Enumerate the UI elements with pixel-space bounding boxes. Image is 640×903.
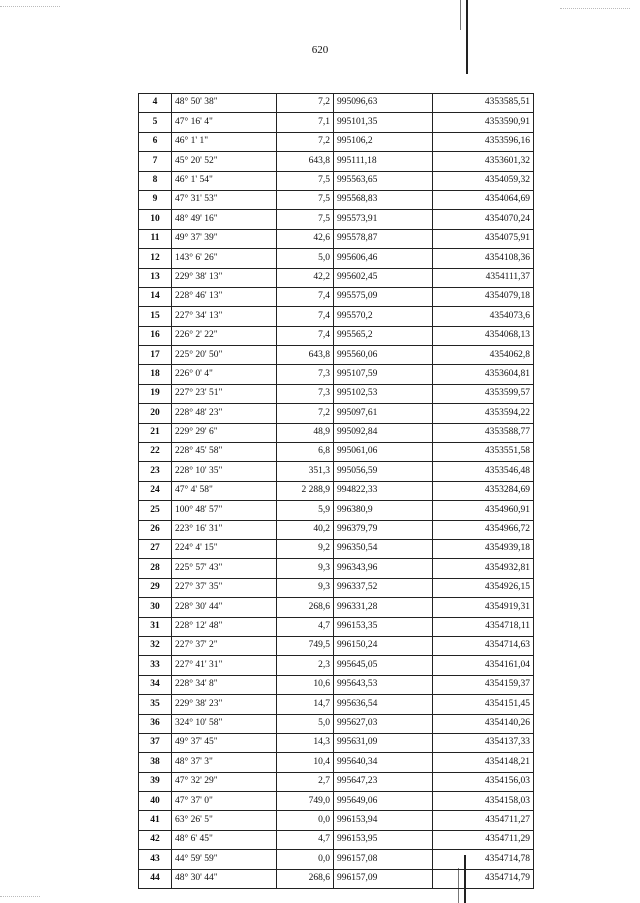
table-row (139, 132, 534, 151)
x-coordinate-cell: 995568,83 (334, 190, 433, 209)
length-cell: 5,0 (277, 714, 334, 733)
y-coordinate-cell: 4354161,04 (433, 656, 534, 675)
y-coordinate-cell: 4354108,36 (433, 249, 534, 268)
length-cell: 7,2 (277, 94, 334, 113)
table-row (139, 113, 534, 132)
y-coordinate-cell: 4354714,78 (433, 850, 534, 869)
length-cell: 749,0 (277, 792, 334, 811)
x-coordinate-cell: 995565,2 (334, 326, 433, 345)
length-cell: 268,6 (277, 869, 334, 888)
point-number-cell: 37 (139, 733, 172, 752)
x-coordinate-cell: 994822,33 (334, 481, 433, 500)
point-number-cell: 21 (139, 423, 172, 442)
length-cell: 10,6 (277, 675, 334, 694)
point-number-cell: 30 (139, 598, 172, 617)
point-number-cell: 18 (139, 365, 172, 384)
x-coordinate-cell: 996331,28 (334, 598, 433, 617)
table-row (139, 404, 534, 423)
y-coordinate-cell: 4354068,13 (433, 326, 534, 345)
length-cell: 7,4 (277, 326, 334, 345)
angle-cell: 47° 16' 4" (172, 113, 277, 132)
angle-cell: 226° 0' 4" (172, 365, 277, 384)
length-cell: 0,0 (277, 850, 334, 869)
x-coordinate-cell: 995107,59 (334, 365, 433, 384)
x-coordinate-cell: 995102,53 (334, 384, 433, 403)
y-coordinate-cell: 4353601,32 (433, 152, 534, 171)
length-cell: 42,6 (277, 229, 334, 248)
length-cell: 48,9 (277, 423, 334, 442)
x-coordinate-cell: 995640,34 (334, 753, 433, 772)
y-coordinate-cell: 4354151,45 (433, 695, 534, 714)
length-cell: 643,8 (277, 346, 334, 365)
page-number: 620 (311, 44, 329, 56)
x-coordinate-cell: 995602,45 (334, 268, 433, 287)
x-coordinate-cell: 995649,06 (334, 792, 433, 811)
length-cell: 749,5 (277, 636, 334, 655)
x-coordinate-cell: 995111,18 (334, 152, 433, 171)
table-row (139, 578, 534, 597)
point-number-cell: 28 (139, 559, 172, 578)
table-row (139, 772, 534, 791)
point-number-cell: 19 (139, 384, 172, 403)
y-coordinate-cell: 4354966,72 (433, 520, 534, 539)
x-coordinate-cell: 996153,94 (334, 811, 433, 830)
y-coordinate-cell: 4353604,81 (433, 365, 534, 384)
scan-dots-bottom-left (0, 896, 40, 897)
length-cell: 7,5 (277, 210, 334, 229)
angle-cell: 229° 29' 6" (172, 423, 277, 442)
length-cell: 40,2 (277, 520, 334, 539)
angle-cell: 225° 20' 50" (172, 346, 277, 365)
length-cell: 0,0 (277, 811, 334, 830)
point-number-cell: 8 (139, 171, 172, 190)
angle-cell: 324° 10' 58" (172, 714, 277, 733)
point-number-cell: 25 (139, 501, 172, 520)
angle-cell: 224° 4' 15" (172, 539, 277, 558)
angle-cell: 227° 37' 2" (172, 636, 277, 655)
angle-cell: 228° 45' 58" (172, 443, 277, 462)
point-number-cell: 10 (139, 210, 172, 229)
y-coordinate-cell: 4354711,27 (433, 811, 534, 830)
x-coordinate-cell: 995578,87 (334, 229, 433, 248)
angle-cell: 49° 37' 39" (172, 229, 277, 248)
x-coordinate-cell: 996380,9 (334, 501, 433, 520)
point-number-cell: 23 (139, 462, 172, 481)
x-coordinate-cell: 995645,05 (334, 656, 433, 675)
point-number-cell: 7 (139, 152, 172, 171)
table-row (139, 307, 534, 326)
length-cell: 2,7 (277, 772, 334, 791)
y-coordinate-cell: 4353585,51 (433, 94, 534, 113)
y-coordinate-cell: 4353596,16 (433, 132, 534, 151)
angle-cell: 100° 48' 57" (172, 501, 277, 520)
table-row (139, 539, 534, 558)
coordinates-table-body (139, 94, 534, 889)
table-row (139, 268, 534, 287)
table-row (139, 598, 534, 617)
point-number-cell: 40 (139, 792, 172, 811)
x-coordinate-cell: 996379,79 (334, 520, 433, 539)
angle-cell: 143° 6' 26" (172, 249, 277, 268)
point-number-cell: 9 (139, 190, 172, 209)
table-row (139, 675, 534, 694)
binding-mark-top-thin (460, 0, 461, 30)
y-coordinate-cell: 4354714,79 (433, 869, 534, 888)
point-number-cell: 17 (139, 346, 172, 365)
point-number-cell: 44 (139, 869, 172, 888)
y-coordinate-cell: 4354939,18 (433, 539, 534, 558)
x-coordinate-cell: 995570,2 (334, 307, 433, 326)
x-coordinate-cell: 995092,84 (334, 423, 433, 442)
x-coordinate-cell: 995627,03 (334, 714, 433, 733)
length-cell: 7,3 (277, 365, 334, 384)
angle-cell: 226° 2' 22" (172, 326, 277, 345)
table-row (139, 811, 534, 830)
y-coordinate-cell: 4354079,18 (433, 287, 534, 306)
y-coordinate-cell: 4354932,81 (433, 559, 534, 578)
point-number-cell: 12 (139, 249, 172, 268)
x-coordinate-cell: 995643,53 (334, 675, 433, 694)
length-cell: 9,3 (277, 578, 334, 597)
point-number-cell: 43 (139, 850, 172, 869)
x-coordinate-cell: 996157,08 (334, 850, 433, 869)
y-coordinate-cell: 4353599,57 (433, 384, 534, 403)
table-row (139, 190, 534, 209)
table-row (139, 792, 534, 811)
y-coordinate-cell: 4354148,21 (433, 753, 534, 772)
table-row (139, 481, 534, 500)
angle-cell: 48° 49' 16" (172, 210, 277, 229)
table-row (139, 346, 534, 365)
length-cell: 7,2 (277, 404, 334, 423)
point-number-cell: 26 (139, 520, 172, 539)
angle-cell: 48° 6' 45" (172, 830, 277, 849)
table-row (139, 326, 534, 345)
y-coordinate-cell: 4354711,29 (433, 830, 534, 849)
length-cell: 14,7 (277, 695, 334, 714)
angle-cell: 47° 37' 0" (172, 792, 277, 811)
angle-cell: 46° 1' 1" (172, 132, 277, 151)
y-coordinate-cell: 4354960,91 (433, 501, 534, 520)
length-cell: 7,4 (277, 307, 334, 326)
angle-cell: 228° 10' 35" (172, 462, 277, 481)
angle-cell: 45° 20' 52" (172, 152, 277, 171)
point-number-cell: 42 (139, 830, 172, 849)
y-coordinate-cell: 4354059,32 (433, 171, 534, 190)
length-cell: 2,3 (277, 656, 334, 675)
y-coordinate-cell: 4353594,22 (433, 404, 534, 423)
y-coordinate-cell: 4354919,31 (433, 598, 534, 617)
table-row (139, 365, 534, 384)
table-row (139, 229, 534, 248)
length-cell: 9,3 (277, 559, 334, 578)
y-coordinate-cell: 4354140,26 (433, 714, 534, 733)
x-coordinate-cell: 995631,09 (334, 733, 433, 752)
y-coordinate-cell: 4354070,24 (433, 210, 534, 229)
x-coordinate-cell: 995056,59 (334, 462, 433, 481)
x-coordinate-cell: 995636,54 (334, 695, 433, 714)
x-coordinate-cell: 995560,06 (334, 346, 433, 365)
point-number-cell: 36 (139, 714, 172, 733)
y-coordinate-cell: 4354718,11 (433, 617, 534, 636)
y-coordinate-cell: 4353546,48 (433, 462, 534, 481)
y-coordinate-cell: 4353590,91 (433, 113, 534, 132)
angle-cell: 229° 38' 13" (172, 268, 277, 287)
binding-mark-top (466, 0, 468, 74)
length-cell: 42,2 (277, 268, 334, 287)
angle-cell: 228° 34' 8" (172, 675, 277, 694)
y-coordinate-cell: 4354714,63 (433, 636, 534, 655)
length-cell: 14,3 (277, 733, 334, 752)
table-row (139, 152, 534, 171)
x-coordinate-cell: 996150,24 (334, 636, 433, 655)
point-number-cell: 5 (139, 113, 172, 132)
point-number-cell: 4 (139, 94, 172, 113)
angle-cell: 227° 41' 31" (172, 656, 277, 675)
angle-cell: 228° 30' 44" (172, 598, 277, 617)
x-coordinate-cell: 996153,35 (334, 617, 433, 636)
angle-cell: 229° 38' 23" (172, 695, 277, 714)
length-cell: 7,2 (277, 132, 334, 151)
angle-cell: 227° 34' 13" (172, 307, 277, 326)
angle-cell: 47° 4' 58" (172, 481, 277, 500)
length-cell: 7,5 (277, 190, 334, 209)
point-number-cell: 39 (139, 772, 172, 791)
length-cell: 7,5 (277, 171, 334, 190)
length-cell: 268,6 (277, 598, 334, 617)
angle-cell: 48° 37' 3" (172, 753, 277, 772)
point-number-cell: 33 (139, 656, 172, 675)
x-coordinate-cell: 995575,09 (334, 287, 433, 306)
angle-cell: 228° 46' 13" (172, 287, 277, 306)
length-cell: 351,3 (277, 462, 334, 481)
point-number-cell: 34 (139, 675, 172, 694)
y-coordinate-cell: 4353284,69 (433, 481, 534, 500)
table-row (139, 249, 534, 268)
angle-cell: 228° 48' 23" (172, 404, 277, 423)
y-coordinate-cell: 4354137,33 (433, 733, 534, 752)
angle-cell: 227° 23' 51" (172, 384, 277, 403)
point-number-cell: 20 (139, 404, 172, 423)
y-coordinate-cell: 4354073,6 (433, 307, 534, 326)
table-row (139, 462, 534, 481)
angle-cell: 48° 30' 44" (172, 869, 277, 888)
angle-cell: 227° 37' 35" (172, 578, 277, 597)
table-row (139, 210, 534, 229)
y-coordinate-cell: 4354111,37 (433, 268, 534, 287)
point-number-cell: 11 (139, 229, 172, 248)
length-cell: 643,8 (277, 152, 334, 171)
scan-dots-top-right (560, 8, 630, 9)
point-number-cell: 24 (139, 481, 172, 500)
angle-cell: 49° 37' 45" (172, 733, 277, 752)
length-cell: 5,9 (277, 501, 334, 520)
length-cell: 5,0 (277, 249, 334, 268)
x-coordinate-cell: 996153,95 (334, 830, 433, 849)
x-coordinate-cell: 996157,09 (334, 869, 433, 888)
table-row (139, 830, 534, 849)
y-coordinate-cell: 4354064,69 (433, 190, 534, 209)
x-coordinate-cell: 995097,61 (334, 404, 433, 423)
table-row (139, 501, 534, 520)
length-cell: 2 288,9 (277, 481, 334, 500)
x-coordinate-cell: 996343,96 (334, 559, 433, 578)
length-cell: 9,2 (277, 539, 334, 558)
angle-cell: 228° 12' 48" (172, 617, 277, 636)
point-number-cell: 27 (139, 539, 172, 558)
length-cell: 7,4 (277, 287, 334, 306)
length-cell: 6,8 (277, 443, 334, 462)
y-coordinate-cell: 4353588,77 (433, 423, 534, 442)
angle-cell: 223° 16' 31" (172, 520, 277, 539)
length-cell: 7,3 (277, 384, 334, 403)
scan-dots-top-left (0, 6, 60, 7)
coordinates-table (138, 93, 534, 889)
x-coordinate-cell: 995606,46 (334, 249, 433, 268)
point-number-cell: 16 (139, 326, 172, 345)
table-row (139, 850, 534, 869)
y-coordinate-cell: 4354075,91 (433, 229, 534, 248)
point-number-cell: 31 (139, 617, 172, 636)
table-row (139, 636, 534, 655)
table-row (139, 753, 534, 772)
x-coordinate-cell: 995106,2 (334, 132, 433, 151)
x-coordinate-cell: 995101,35 (334, 113, 433, 132)
angle-cell: 47° 32' 29" (172, 772, 277, 791)
x-coordinate-cell: 995647,23 (334, 772, 433, 791)
length-cell: 4,7 (277, 617, 334, 636)
table-row (139, 733, 534, 752)
x-coordinate-cell: 995096,63 (334, 94, 433, 113)
table-row (139, 869, 534, 888)
point-number-cell: 38 (139, 753, 172, 772)
angle-cell: 225° 57' 43" (172, 559, 277, 578)
angle-cell: 46° 1' 54" (172, 171, 277, 190)
x-coordinate-cell: 995563,65 (334, 171, 433, 190)
table-row (139, 423, 534, 442)
y-coordinate-cell: 4353551,58 (433, 443, 534, 462)
point-number-cell: 22 (139, 443, 172, 462)
table-row (139, 171, 534, 190)
length-cell: 7,1 (277, 113, 334, 132)
point-number-cell: 35 (139, 695, 172, 714)
y-coordinate-cell: 4354156,03 (433, 772, 534, 791)
point-number-cell: 14 (139, 287, 172, 306)
angle-cell: 48° 50' 38" (172, 94, 277, 113)
table-row (139, 94, 534, 113)
table-row (139, 695, 534, 714)
x-coordinate-cell: 996337,52 (334, 578, 433, 597)
length-cell: 4,7 (277, 830, 334, 849)
table-row (139, 656, 534, 675)
length-cell: 10,4 (277, 753, 334, 772)
angle-cell: 47° 31' 53" (172, 190, 277, 209)
x-coordinate-cell: 995061,06 (334, 443, 433, 462)
angle-cell: 44° 59' 59" (172, 850, 277, 869)
point-number-cell: 32 (139, 636, 172, 655)
point-number-cell: 15 (139, 307, 172, 326)
y-coordinate-cell: 4354159,37 (433, 675, 534, 694)
x-coordinate-cell: 996350,54 (334, 539, 433, 558)
y-coordinate-cell: 4354062,8 (433, 346, 534, 365)
table-row (139, 443, 534, 462)
table-row (139, 559, 534, 578)
y-coordinate-cell: 4354926,15 (433, 578, 534, 597)
table-row (139, 520, 534, 539)
table-row (139, 287, 534, 306)
angle-cell: 63° 26' 5" (172, 811, 277, 830)
x-coordinate-cell: 995573,91 (334, 210, 433, 229)
point-number-cell: 6 (139, 132, 172, 151)
point-number-cell: 29 (139, 578, 172, 597)
point-number-cell: 41 (139, 811, 172, 830)
y-coordinate-cell: 4354158,03 (433, 792, 534, 811)
table-row (139, 384, 534, 403)
point-number-cell: 13 (139, 268, 172, 287)
table-row (139, 617, 534, 636)
table-row (139, 714, 534, 733)
